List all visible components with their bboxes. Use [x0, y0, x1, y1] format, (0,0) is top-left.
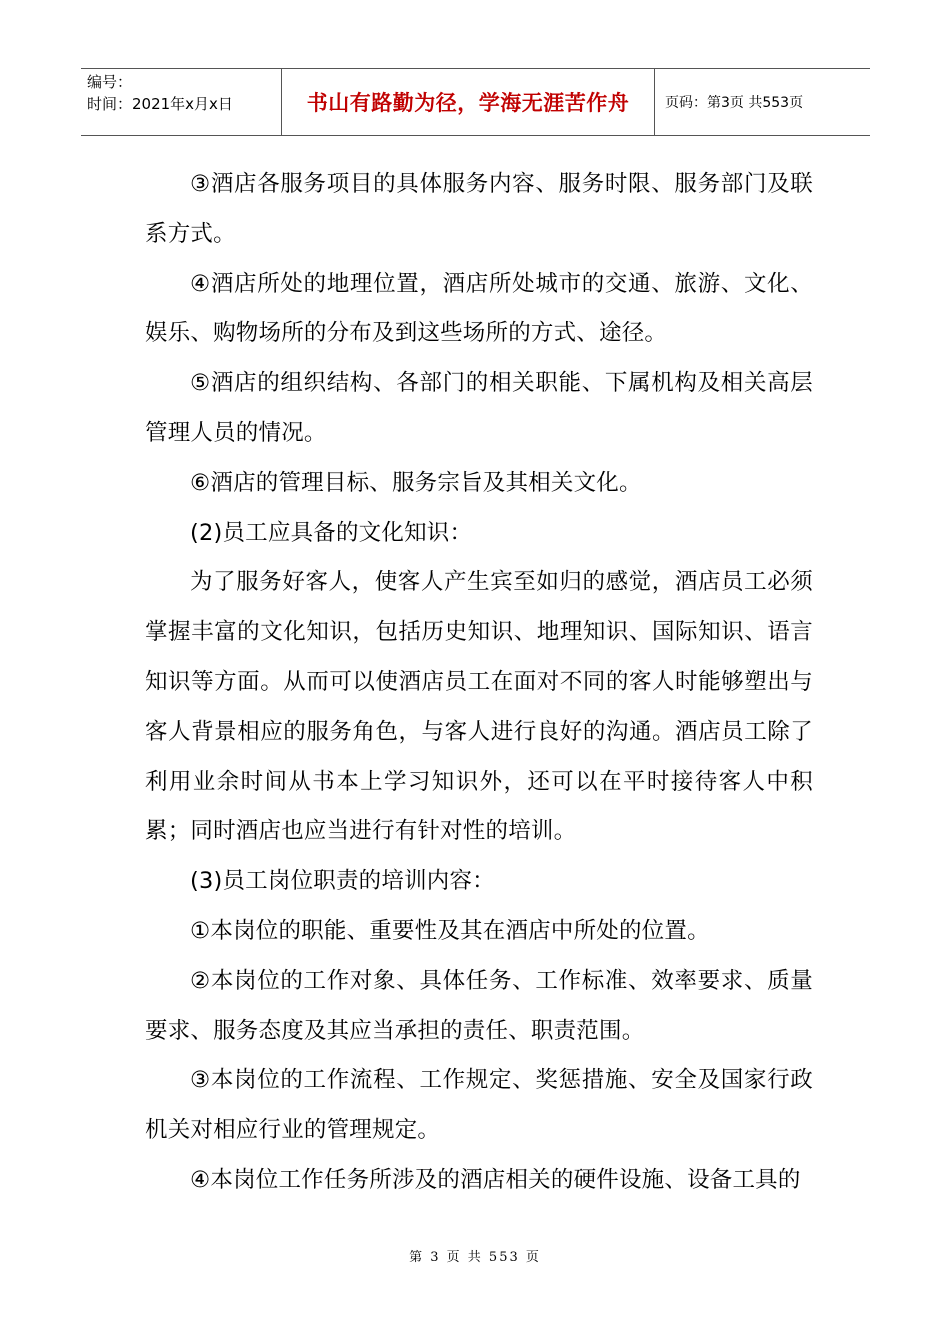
- header-meta: [81, 69, 282, 135]
- header-page-info: [655, 69, 870, 135]
- section-heading: (3)员工岗位职责的培训内容：: [190, 868, 495, 895]
- paragraph: ①本岗位的职能、重要性及其在酒店中所处的位置。: [190, 917, 710, 944]
- page-header: [81, 68, 870, 136]
- serial-label: 编号：: [87, 73, 133, 91]
- motto-text: 书山有路勤为径，学海无涯苦作舟: [306, 91, 630, 115]
- paragraph: 为了服务好客人，使客人产生宾至如归的感觉，酒店员工必须掌握丰富的文化知识，包括历史知识、地理知识、国际知识、语言知识等方面。从而可以使酒店员工在面对不同的客人时能够塑出与客人背景相应的服务角色，与客人进行良好的沟通。酒店员工除了利用业余时间从书本上学习知识外，还可以在平时接待客人中积累；同时酒店也应当进行有针对性的培训。: [145, 569, 813, 845]
- paragraph: ④酒店所处的地理位置，酒店所处城市的交通、旅游、文化、娱乐、购物场所的分布及到这些场所的方式、途径。: [145, 270, 813, 347]
- document-body: [145, 160, 813, 1206]
- header-motto: [282, 69, 655, 135]
- section-heading: (2)员工应具备的文化知识：: [190, 519, 473, 546]
- page-info-text: 页码：第3页 共553页: [665, 95, 804, 111]
- paragraph: ③本岗位的工作流程、工作规定、奖惩措施、安全及国家行政机关对相应行业的管理规定。: [145, 1067, 813, 1144]
- paragraph: ⑤酒店的组织结构、各部门的相关职能、下属机构及相关高层管理人员的情况。: [145, 370, 813, 446]
- page-footer: 第 3 页 共 553 页: [409, 1250, 541, 1265]
- paragraph: ③酒店各服务项目的具体服务内容、服务时限、服务部门及联系方式。: [145, 171, 813, 247]
- paragraph: ⑥酒店的管理目标、服务宗旨及其相关文化。: [190, 469, 642, 496]
- paragraph: ④本岗位工作任务所涉及的酒店相关的硬件设施、设备工具的: [190, 1166, 801, 1193]
- paragraph: ②本岗位的工作对象、具体任务、工作标准、效率要求、质量要求、服务态度及其应当承担的责任、职责范围。: [145, 967, 813, 1044]
- date-label: 时间：2021年x月x日: [87, 95, 233, 113]
